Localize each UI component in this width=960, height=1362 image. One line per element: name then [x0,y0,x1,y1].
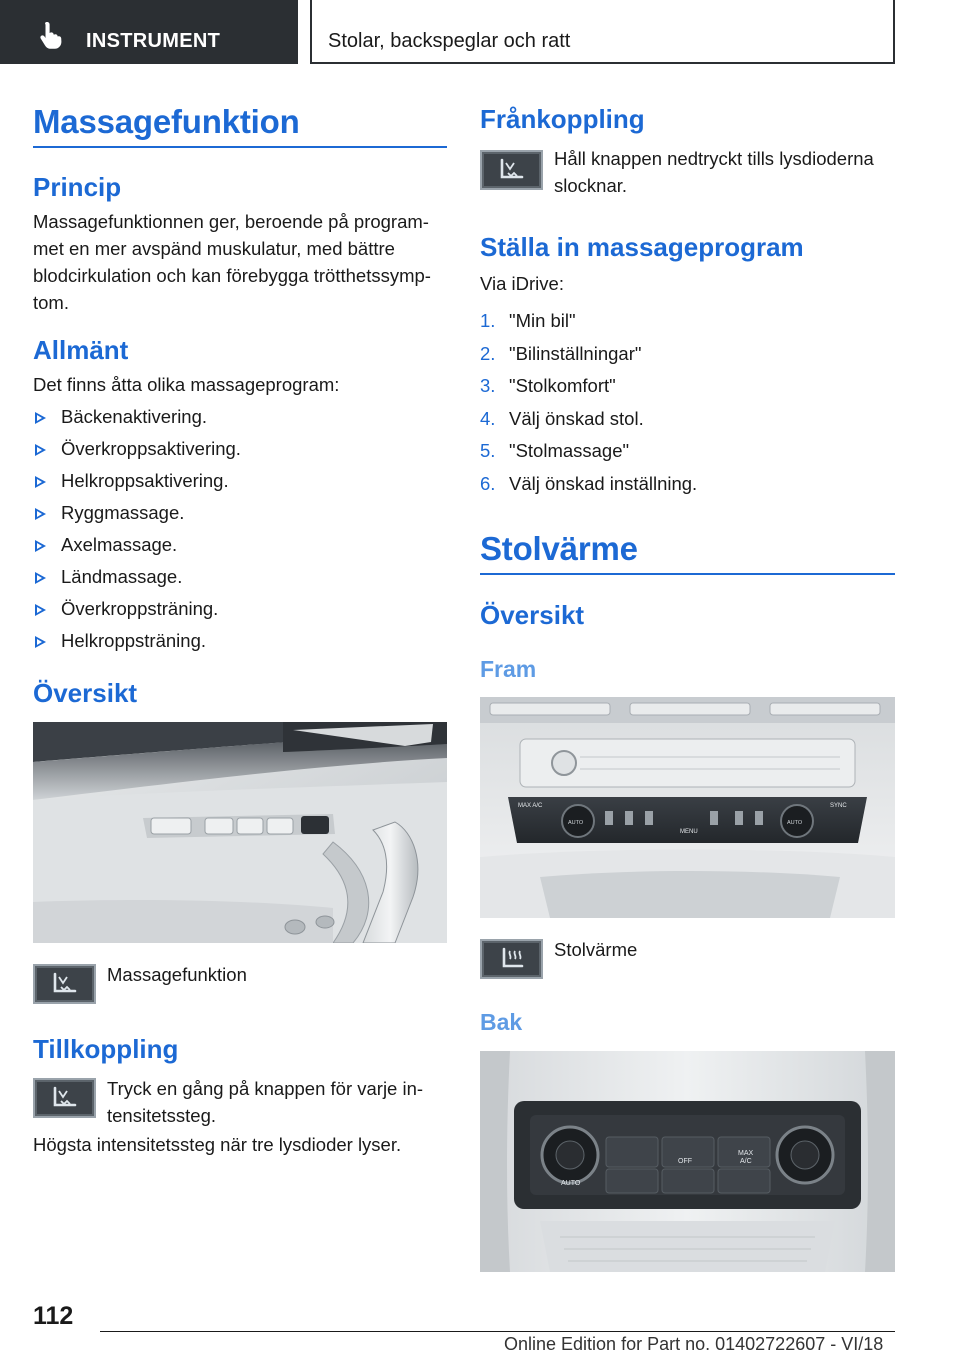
list-item: Bäckenaktivering. [33,403,241,435]
seat-heating-icon [496,946,528,974]
chapter-header [310,0,895,64]
seat-massage-icon [49,971,81,999]
seat-massage-icon [49,1085,81,1113]
bullet-triangle-icon [35,572,46,584]
seat-heating-icon-box [480,939,543,979]
page-number: 112 [33,1302,74,1330]
footer-edition: Online Edition for Part no. 01402722607 - VI/18 [504,1334,884,1354]
bullet-triangle-icon [35,540,46,552]
stolvarme-heading: Stolvärme [480,530,638,567]
frankoppling-icon-box [480,150,543,190]
svg-text:AUTO: AUTO [561,1180,581,1187]
rear-climate-panel-photo [480,1051,895,1272]
list-item: 2. "Bilinställningar" [480,342,642,364]
svg-text:MENU: MENU [680,829,698,835]
list-item: Ländmassage. [33,563,241,595]
princip-text: Massagefunktionnen ger, beroende på program‐ met en mer avspänd muskulatur, med bättre blodcirkulation och kan förebygga trötthetssymp‐ tom. [33,211,431,313]
svg-text:OFF: OFF [678,1158,692,1165]
list-item: 4. Välj önskad stol. [480,407,644,429]
svg-text:AUTO: AUTO [787,820,803,826]
massage-button-icon-box [33,964,96,1004]
footer-rule [100,1331,895,1332]
door-panel-photo [33,722,447,943]
frankoppling-text: Håll knappen nedtryckt tills lysdioderna slocknar. [554,148,874,196]
bullet-triangle-icon [35,508,46,520]
tillkoppling-icon-box [33,1078,96,1118]
seat-heating-caption: Stolvärme [554,939,638,960]
allmant-heading: Allmänt [33,335,129,365]
tillkoppling-heading: Tillkoppling [33,1034,179,1064]
list-item: 3. "Stolkomfort" [480,375,616,396]
list-item: 5. "Stolmassage" [480,440,630,461]
program-list [33,403,241,659]
stolvarme-oversikt-heading: Översikt [480,600,585,630]
svg-text:MAX A/C: MAX A/C [518,803,543,809]
bak-heading: Bak [480,1009,523,1035]
fram-heading: Fram [480,656,537,682]
bullet-triangle-icon [35,476,46,488]
bullet-triangle-icon [35,604,46,616]
oversikt-heading: Översikt [33,678,138,708]
tillkoppling-text: Tryck en gång på knappen för varje in‐ tensitetssteg. [107,1078,424,1126]
stalla-heading: Ställa in massageprogram [480,232,804,262]
svg-text:MAX: MAX [738,1150,754,1157]
allmant-intro: Det finns åtta olika massageprogram: [33,374,340,395]
princip-heading: Princip [33,172,122,202]
pointing-hand-icon [36,20,66,50]
list-item: Helkroppsaktivering. [33,467,241,499]
svg-text:AUTO: AUTO [568,820,584,826]
massage-icon-caption: Massagefunktion [107,964,247,985]
section-tab [0,0,298,64]
front-climate-panel-photo [480,697,895,918]
chapter-title: Stolar, backspeglar och ratt [328,30,571,52]
list-item: 1. "Min bil" [480,310,576,331]
step-list [480,307,697,502]
section-label: INSTRUMENT [86,30,221,52]
bullet-triangle-icon [35,444,46,456]
list-item: Överkroppsträning. [33,595,241,627]
list-item: 6. Välj önskad inställning. [480,472,698,494]
list-item: Helkroppsträning. [33,627,241,659]
list-item: Axelmassage. [33,531,241,563]
stalla-intro: Via iDrive: [480,273,564,294]
main-heading: Massagefunktion [33,103,300,140]
svg-text:A/C: A/C [740,1158,752,1165]
heading-rule [480,573,895,575]
list-item: Ryggmassage. [33,499,241,531]
bullet-triangle-icon [35,412,46,424]
svg-text:SYNC: SYNC [830,803,847,809]
list-item: Överkroppsaktivering. [33,435,241,467]
tillkoppling-note: Högsta intensitetssteg när tre lysdioder lyser. [33,1134,402,1155]
heading-rule [33,146,447,148]
seat-massage-icon [496,157,528,185]
bullet-triangle-icon [35,636,46,648]
frankoppling-heading: Frånkoppling [480,104,645,134]
